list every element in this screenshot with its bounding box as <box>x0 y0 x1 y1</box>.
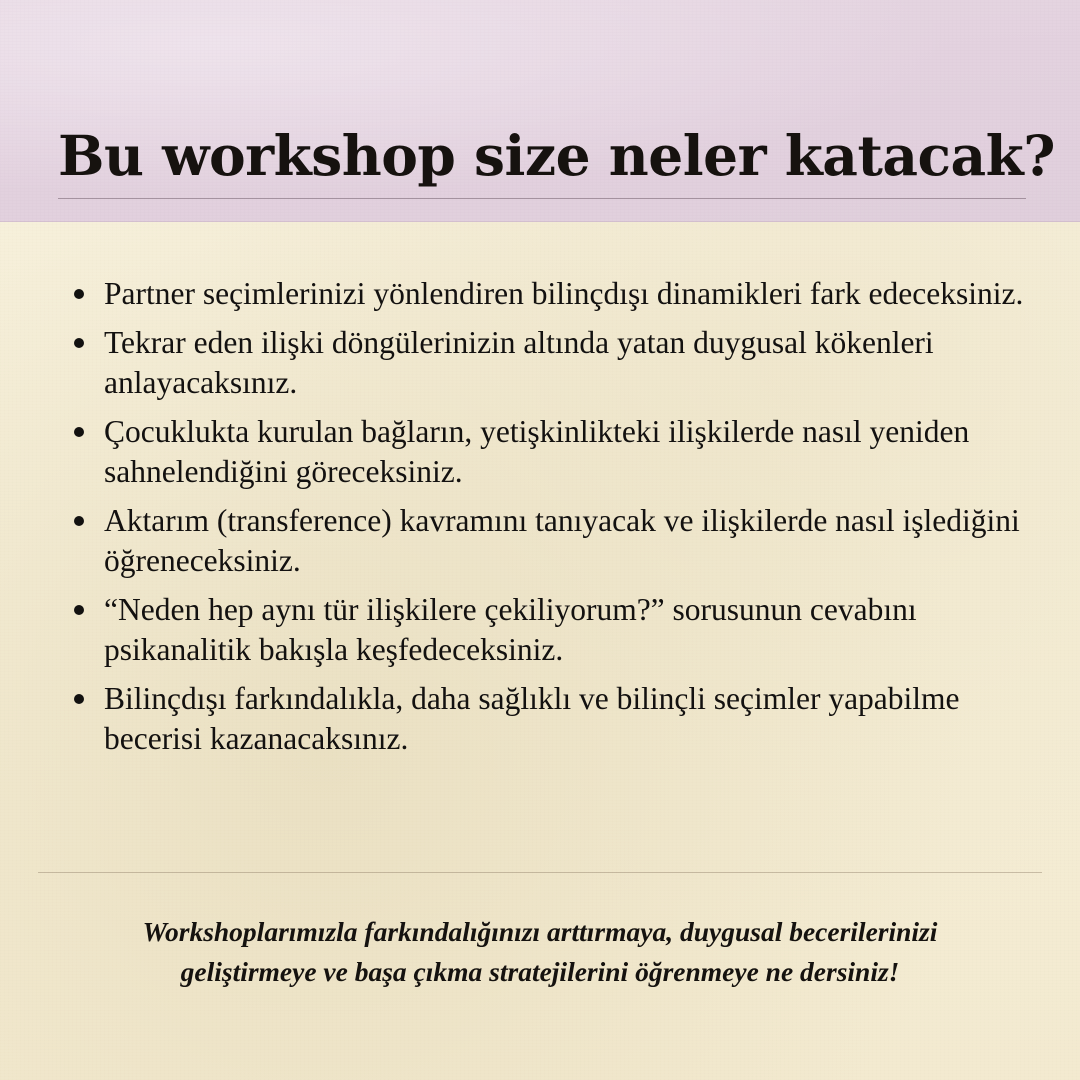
footer-divider <box>38 872 1042 873</box>
benefits-list <box>62 274 1034 759</box>
list-item: Partner seçimlerinizi yönlendiren bilinçdışı dinamikleri fark edeceksiniz. <box>62 274 1034 314</box>
list-item: Bilinçdışı farkındalıkla, daha sağlıklı ve bilinçli seçimler yapabilme becerisi kazanacaksınız. <box>62 679 1034 759</box>
benefits-section <box>0 222 1080 759</box>
list-item: Aktarım (transference) kavramını tanıyacak ve ilişkilerde nasıl işlediğini öğreneceksiniz. <box>62 501 1034 581</box>
page-title: Bu workshop size neler katacak? <box>58 123 1055 188</box>
header-band <box>0 0 1080 222</box>
list-item: Tekrar eden ilişki döngülerinizin altında yatan duygusal kökenleri anlayacaksınız. <box>62 323 1034 403</box>
footer-note: Workshoplarımızla farkındalığınızı arttırmaya, duygusal becerilerinizi geliştirmeye ve başa çıkma stratejilerini öğrenmeye ne dersiniz! <box>142 916 938 987</box>
list-item: Çocuklukta kurulan bağların, yetişkinlikteki ilişkilerde nasıl yeniden sahnelendiğini göreceksiniz. <box>62 412 1034 492</box>
list-item: “Neden hep aynı tür ilişkilere çekiliyorum?” sorusunun cevabını psikanalitik bakışla keşfedeceksiniz. <box>62 590 1034 670</box>
title-underline <box>58 198 1026 199</box>
